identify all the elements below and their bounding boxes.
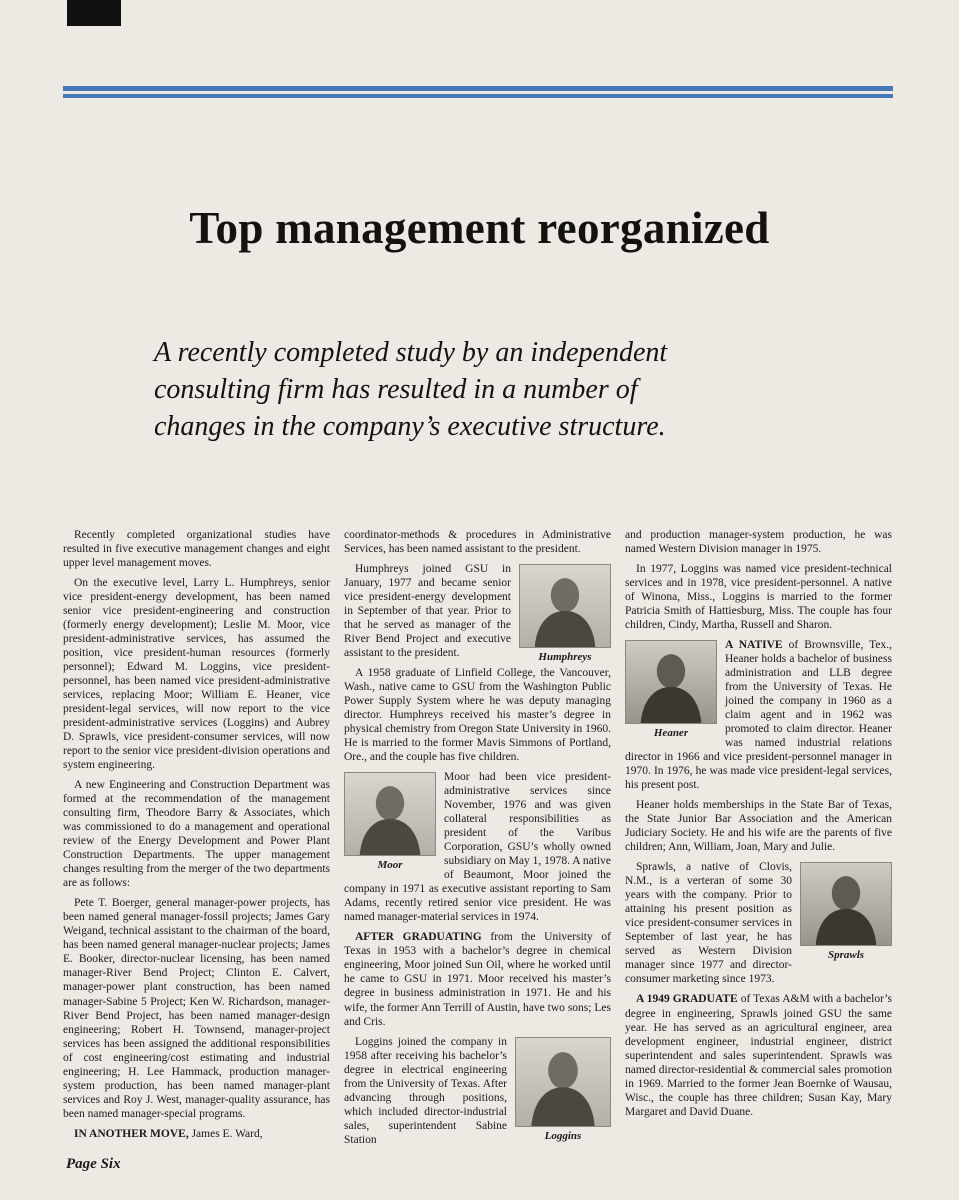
paragraph xyxy=(344,930,611,1028)
paragraph-lead: A 1949 GRADUATE xyxy=(636,993,738,1006)
paragraph-text: On the executive level, Larry L. Humphreys, senior vice president-energy development, has been named senior vice president-engineering and construction (formerly energy development); Leslie M. Moor, vice president-administrative services, has assumed the position, vice president-human resources (formerly personnel); Edward M. Loggins, vice president-personnel, has been named vice president-administrative services, replacing Moor; William E. Heaner, vice president-legal services, will now report to the vice president-administrative services (Loggins) and Aubrey D. Sprawls, vice president-consumer services, will now report to the senior vice president-division operations and system engineering. xyxy=(63,577,330,772)
rule-line-bottom xyxy=(63,94,893,98)
page-footer: Page Six xyxy=(66,1156,121,1172)
subtitle xyxy=(154,334,814,445)
paragraph-text: A 1958 graduate of Linfield College, the Vancouver, Wash., native came to GSU from the Washington Public Power Supply System where he was deputy managing director. Humphreys received his master’s degree in physical chemistry from Oregon State University in 1960. He is married to the former Mavis Simmons of Portland, Ore., and the couple has five children. xyxy=(344,667,612,764)
moor-photo xyxy=(344,772,436,856)
rule-line-top xyxy=(63,86,893,91)
paragraph-text: Pete T. Boerger, general manager-power projects, has been named general manager-fossil projects; James Gary Weigand, technical assistant to the chairman of the board, has been named general manager-nuclear projects; James E. Booker, director-nuclear licensing, has been named manager-River Bend Project; Clinton E. Calvert, manager-power plant construction, has been named manager-Sabine 5 Project; Ken W. Richardson, manager-River Bend Project, has been named manager-design engineering; Robert H. Townsend, manager-project services has been assigned the additional responsibilities of cost engineering/cost estimating and industrial engineering; H. Lee Hammack, production manager-system production, has been named manager-plant services and Roy J. West, manager-quality assurance, has been named manager-special programs. xyxy=(63,897,330,1120)
person-silhouette-icon xyxy=(801,863,891,945)
photo-caption: Humphreys xyxy=(538,651,592,664)
paragraph-text: Moor had been vice president-administrative services since November, 1976 and was given collateral responsibilities as president of the Varibus Corporation, GSU’s wholly owned subsidiary on May 1, 1978. A native of Beaumont, Moor joined the company in 1971 as executive assistant reporting to Sam Adams, recently retired senior vice president. He was named manager-material services in 1974. xyxy=(344,771,611,924)
portrait-sprawls xyxy=(800,862,892,962)
paragraph xyxy=(344,666,611,764)
person-silhouette-icon xyxy=(516,1038,610,1126)
photo-caption: Sprawls xyxy=(827,949,865,962)
person-silhouette-icon xyxy=(345,773,435,855)
paragraph-text: coordinator-methods & procedures in Administrative Services, has been named assistant to the president. xyxy=(344,529,611,556)
paragraph xyxy=(63,896,330,1120)
photo-caption: Moor xyxy=(377,859,403,872)
subtitle-line: changes in the company’s executive structure. xyxy=(154,411,666,442)
photo-caption: Loggins xyxy=(544,1129,582,1142)
paragraph xyxy=(625,860,892,986)
person-silhouette-icon xyxy=(626,641,716,723)
portrait-humphreys xyxy=(519,564,611,664)
loggins-photo xyxy=(515,1037,611,1127)
humphreys-photo xyxy=(519,564,611,648)
paragraph xyxy=(63,576,330,772)
subtitle-line: consulting firm has resulted in a number of xyxy=(154,374,638,405)
paragraph-text: Humphreys joined GSU in January, 1977 and became senior vice president-energy development in September of that year. Prior to that he served as manager of the River Bend Project and executive assistant to the president. xyxy=(344,563,511,660)
portrait-moor xyxy=(344,772,436,872)
paragraph xyxy=(625,798,892,854)
paragraph-text: James E. Ward, xyxy=(188,1127,263,1140)
double-rule xyxy=(63,86,893,98)
paragraph-text: and production manager-system production, he was named Western Division manager in 1975. xyxy=(625,529,892,556)
portrait-loggins xyxy=(515,1037,611,1143)
paragraph-lead: A NATIVE xyxy=(725,639,783,652)
column-1 xyxy=(63,528,330,1153)
article-columns xyxy=(63,528,893,1153)
paragraph xyxy=(344,770,611,924)
paragraph xyxy=(625,562,892,632)
portrait-heaner xyxy=(625,640,717,740)
page-title: Top management reorganized xyxy=(189,203,770,253)
paragraph xyxy=(344,528,611,556)
paragraph-lead: IN ANOTHER MOVE, xyxy=(74,1127,189,1140)
sprawls-photo xyxy=(800,862,892,946)
paragraph xyxy=(63,1127,330,1141)
person-silhouette-icon xyxy=(520,565,610,647)
paragraph-text: In 1977, Loggins was named vice president-technical services and in 1978, vice president-personnel. A native of Winona, Miss., Loggins is married to the former Patricia Smith of Hattiesburg, Miss. The couple has four children, Cindy, Martha, Russell and Sharon. xyxy=(625,563,892,632)
paragraph-text: Loggins joined the company in 1958 after receiving his bachelor’s degree in electrical engineering from the University of Texas. After advancing through positions, which included director-industrial sales, superintendent Sabine Station xyxy=(344,1035,507,1146)
paragraph-text: of Brownsville, Tex., Heaner holds a bachelor of business administration and LLB degree from the University of Texas. He joined the company in 1960 as a claim agent and in 1962 was promoted to claim director. Heaner was named industrial relations director in 1966 and vice president-personnel manager in 1970. In 1976, he was made vice president-legal services, his present post. xyxy=(625,639,892,792)
paragraph-text: Recently completed organizational studies have resulted in five executive management changes and eight upper level management moves. xyxy=(63,529,330,570)
column-3 xyxy=(625,528,892,1153)
column-2 xyxy=(344,528,611,1153)
paragraph xyxy=(625,992,892,1118)
paragraph-text: A new Engineering and Construction Department was formed at the recommendation of the management consulting firm, Theodore Barry & Associates, which was commissioned to do a management and operational review of the Energy Development and Power Plant Construction Departments. The upper management changes resulting from the merger of the two departments are as follows: xyxy=(63,779,330,890)
paragraph-text: from the University of Texas in 1953 with a bachelor’s degree in chemical engineering, Moor joined Sun Oil, where he worked until he came to GSU in 1971. Moor received his master’s degree in business administration in 1971. He and his wife, the former Ann Terrill of Austin, have two sons; Les and Cris. xyxy=(344,931,611,1028)
paragraph xyxy=(63,528,330,570)
paragraph xyxy=(625,528,892,556)
masthead-fragment xyxy=(67,0,121,26)
paragraph-text: Heaner holds memberships in the State Bar of Texas, the State Junior Bar Association and the American Judiciary Society. He and his wife are the parents of five children; Ann, William, Joan, Mary and Julie. xyxy=(625,799,892,854)
photo-caption: Heaner xyxy=(653,727,689,740)
paragraph-text: Sprawls, a native of Clovis, N.M., is a verteran of some 30 years with the company. Prior to attaining his present position as vice president-consumer services in September of last year, he has served as Western Division manager since 1977 and director-consumer marketing since 1973. xyxy=(625,861,792,986)
heaner-photo xyxy=(625,640,717,724)
paragraph xyxy=(344,1035,611,1147)
paragraph xyxy=(63,778,330,890)
paragraph xyxy=(625,638,892,792)
paragraph-text: of Texas A&M with a bachelor’s degree in engineering, Sprawls joined GSU the same year. He has served as an agricultural engineer, area development engineer, industrial engineer, district superintendent and sales superintendent. Sprawls was named director-residential & commercial sales promotion in 1969. Married to the former Jean Boernke of Wausau, Wisc., the couple has three children; Susan Kay, Mary Margaret and David Duane. xyxy=(625,993,892,1118)
subtitle-line: A recently completed study by an independent xyxy=(154,337,668,368)
paragraph xyxy=(344,562,611,664)
paragraph-lead: AFTER GRADUATING xyxy=(355,931,482,944)
